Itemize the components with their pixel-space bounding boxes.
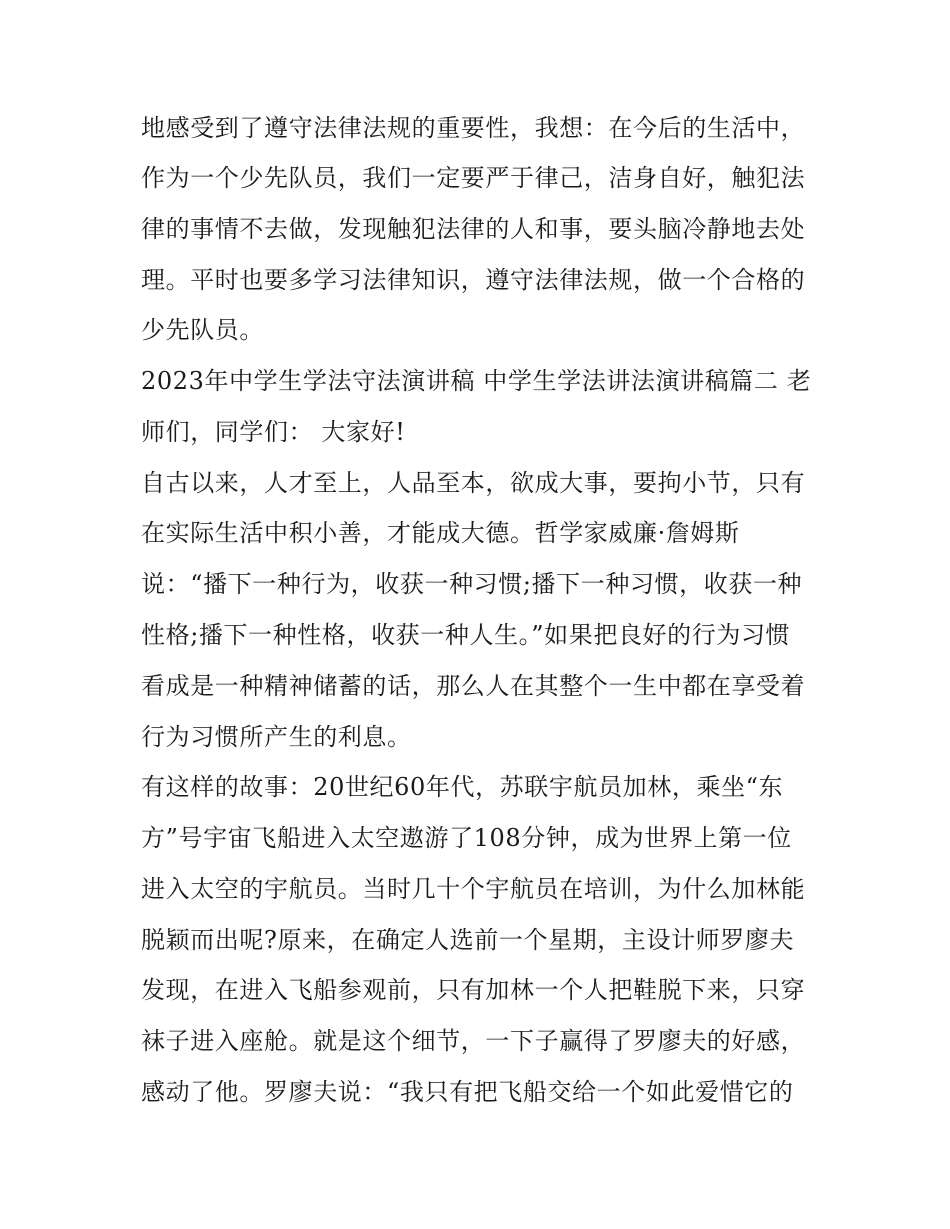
text-line: 发现，在进入飞船参观前，只有加林一个人把鞋脱下来，只穿 — [141, 976, 806, 1004]
text-line: 少先队员。 — [141, 316, 264, 344]
text-line: 行为习惯所产生的利息。 — [141, 723, 412, 751]
text-line: 进入太空的宇航员。当时几十个宇航员在培训，为什么加林能 — [141, 875, 806, 903]
text-line: 有这样的故事：20世纪60年代，苏联宇航员加林，乘坐“东 — [141, 773, 784, 801]
text-line: 律的事情不去做，发现触犯法律的人和事，要头脑冷静地去处 — [141, 215, 806, 243]
text-line: 地感受到了遵守法律法规的重要性，我想：在今后的生活中， — [141, 114, 806, 142]
text-line: 2023年中学生学法守法演讲稿 中学生学法讲法演讲稿篇二 老 — [141, 367, 812, 395]
text-line: 感动了他。罗廖夫说：“我只有把飞船交给一个如此爱惜它的 — [141, 1078, 794, 1106]
text-line: 袜子进入座舱。就是这个细节，一下子赢得了罗廖夫的好感， — [141, 1027, 806, 1055]
text-line: 自古以来，人才至上，人品至本，欲成大事，要拘小节，只有 — [141, 469, 806, 497]
text-line: 理。平时也要多学习法律知识，遵守法律法规，做一个合格的 — [141, 266, 806, 294]
text-line: 脱颖而出呢?原来，在确定人选前一个星期，主设计师罗廖夫 — [141, 926, 795, 954]
text-line: 看成是一种精神储蓄的话，那么人在其整个一生中都在享受着 — [141, 672, 806, 700]
text-line: 性格;播下一种性格，收获一种人生。”如果把良好的行为习惯 — [141, 621, 791, 649]
text-line: 师们，同学们： 大家好! — [141, 418, 406, 446]
text-line: 方”号宇宙飞船进入太空遨游了108分钟，成为世界上第一位 — [141, 824, 792, 852]
text-line: 作为一个少先队员，我们一定要严于律己，洁身自好，触犯法 — [141, 164, 806, 192]
text-line: 在实际生活中积小善，才能成大德。哲学家威廉·詹姆斯 — [141, 519, 740, 547]
text-line: 说：“播下一种行为，收获一种习惯;播下一种习惯，收获一种 — [141, 570, 803, 598]
